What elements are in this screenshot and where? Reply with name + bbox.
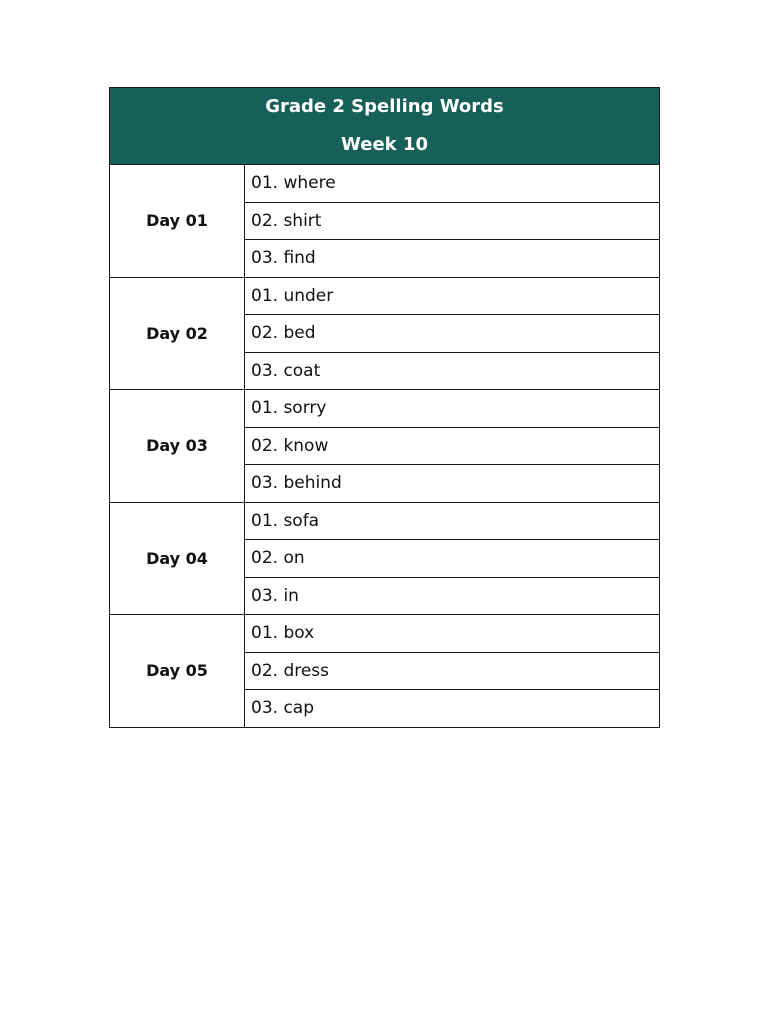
day-label: Day 02 (110, 277, 245, 390)
spelling-table (109, 87, 660, 728)
sheet-title: Grade 2 Spelling Words (265, 96, 504, 117)
table-header-row (110, 88, 660, 165)
word-cell: 01. under (245, 277, 660, 315)
word-cell: 03. coat (245, 352, 660, 390)
table-header (110, 88, 660, 165)
word-cell: 02. dress (245, 652, 660, 690)
word-cell: 03. in (245, 577, 660, 615)
table-row (110, 277, 660, 315)
word-cell: 03. find (245, 240, 660, 278)
word-cell: 02. know (245, 427, 660, 465)
word-cell: 02. bed (245, 315, 660, 353)
word-cell: 01. sofa (245, 502, 660, 540)
word-cell: 03. cap (245, 690, 660, 728)
word-cell: 01. sorry (245, 390, 660, 428)
word-cell: 02. on (245, 540, 660, 578)
word-cell: 01. box (245, 615, 660, 653)
day-label: Day 01 (110, 165, 245, 278)
day-label: Day 04 (110, 502, 245, 615)
word-cell: 01. where (245, 165, 660, 203)
table-row (110, 390, 660, 428)
table-row (110, 502, 660, 540)
table-row (110, 165, 660, 203)
spelling-sheet (109, 87, 659, 728)
table-row (110, 615, 660, 653)
day-label: Day 03 (110, 390, 245, 503)
word-cell: 03. behind (245, 465, 660, 503)
day-label: Day 05 (110, 615, 245, 728)
week-label: Week 10 (341, 134, 428, 155)
word-cell: 02. shirt (245, 202, 660, 240)
